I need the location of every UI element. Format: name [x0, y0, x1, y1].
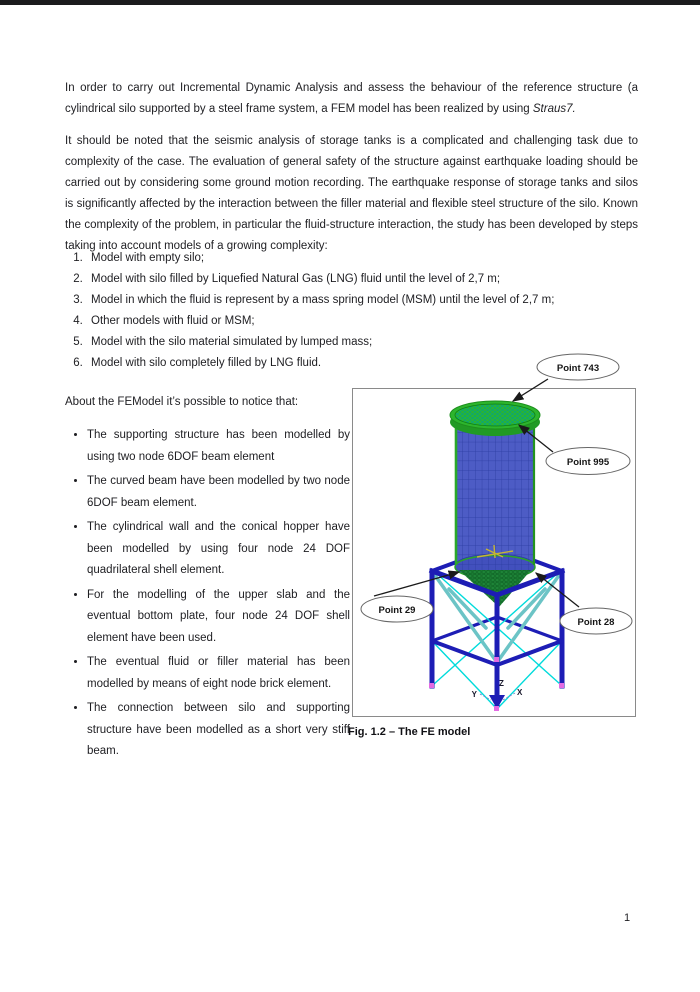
analysis-paragraph: It should be noted that the seismic analysis of storage tanks is a complicated and challenging task due to complexity of the case. The evaluation of general safety of the structure against earthquake loading should be carried out by considering some ground motion recording. The earthquake response of storage tanks and silos is significantly affected by the interaction between the filler material and flexible steel structure of the silo. Known the complexity of the problem, in particular the fluid-structure interaction, the study has been developed by steps taking into account models of a growing complexity:	[65, 135, 638, 252]
list-item: 6. Model with silo completely filled by LNG fluid.	[86, 353, 659, 374]
fem-bullet-list	[65, 425, 350, 763]
top-border	[0, 0, 700, 5]
axis-label-x: X	[517, 688, 523, 697]
list-item: • The supporting structure has been modelled by using two node 6DOF beam element	[87, 425, 350, 468]
list-item: 2. Model with silo filled by Liquefied Natural Gas (LNG) fluid until the level of 2,7 m;	[86, 269, 659, 290]
silo-top-mesh	[455, 404, 535, 426]
list-item: • The eventual fluid or filler material has been modelled by means of eight node brick element.	[87, 652, 350, 695]
intro-text: In order to carry out Incremental Dynamic Analysis and assess the behaviour of the reference structure (a cylindrical silo supported by a steel frame system, a FEM model has been realized by using	[65, 82, 638, 115]
callout-label-29: Point 29	[378, 605, 416, 616]
list-item: 4. Other models with fluid or MSM;	[86, 311, 659, 332]
callout-label-743: Point 743	[556, 363, 600, 374]
intro-italic-straus7: Straus7.	[532, 103, 576, 115]
axis-label-z: Z	[499, 679, 504, 688]
list-item: • The cylindrical wall and the conical hopper have been modelled by using four node 24 DOF quadrilateral shell element.	[87, 517, 350, 582]
fem-heading: About the FEModel it’s possible to notice that:	[65, 396, 299, 408]
list-item: 1. Model with empty silo;	[86, 248, 659, 269]
intro-paragraph	[65, 78, 638, 120]
list-item: • The connection between silo and supporting structure have been modelled as a short very stiff beam.	[87, 698, 350, 763]
list-item: 3. Model in which the fluid is represent by a mass spring model (MSM) until the level of 2,7 m;	[86, 290, 659, 311]
list-item: • For the modelling of the upper slab and the eventual bottom plate, four node 24 DOF shell element have been used.	[87, 585, 350, 650]
list-item: • The curved beam have been modelled by two node 6DOF beam element.	[87, 471, 350, 514]
list-item: 5. Model with the silo material simulated by lumped mass;	[86, 332, 659, 353]
fem-notes-section	[65, 392, 350, 766]
callout-label-28: Point 28	[577, 617, 615, 628]
fe-model-figure	[348, 350, 640, 745]
figure-caption: Fig. 1.2 – The FE model	[348, 726, 471, 738]
callout-label-995: Point 995	[566, 457, 610, 468]
page-number: 1	[624, 912, 631, 924]
axis-label-y: Y	[471, 690, 477, 699]
